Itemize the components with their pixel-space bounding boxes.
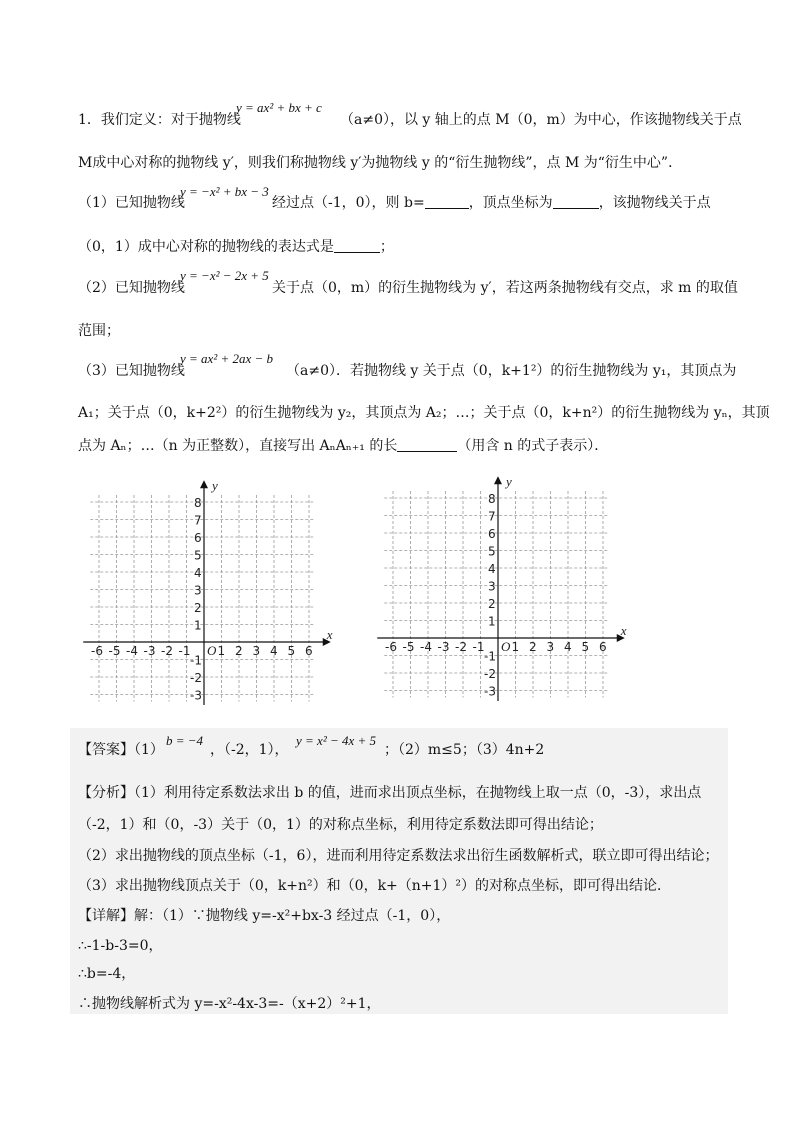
x-tick-label: 2: [529, 640, 537, 654]
x-tick-label: -3: [143, 644, 156, 658]
x-tick-label: 5: [287, 644, 296, 658]
answer-line-c: ；（2）m≤5；（3）4n+2: [384, 742, 545, 758]
question-1-line-2: [78, 238, 394, 256]
y-tick-label: -2: [484, 667, 496, 681]
y-tick-label: -1: [484, 649, 496, 664]
y-tick-label: 7: [194, 513, 202, 528]
x-tick-label: -6: [91, 644, 103, 658]
x-tick-label: 3: [252, 644, 261, 658]
coordinate-grid-right: [370, 470, 630, 710]
question-2-line: [78, 279, 185, 297]
x-tick-label: -5: [402, 640, 415, 654]
y-tick-label: 5: [194, 548, 202, 563]
q3-text-e: （用含 n 的式子表示）．: [457, 438, 609, 454]
q1-text-e: （0，1）成中心对称的抛物线的表达式是: [78, 239, 334, 255]
x-tick-label: -5: [108, 644, 121, 658]
q3-text-d: 点为 Aₙ；…（n 为正整数），直接写出 AₙAₙ₊₁ 的长: [78, 438, 398, 454]
answer-line: [78, 741, 164, 759]
blank-b-value[interactable]: [425, 194, 469, 209]
x-axis-label: x: [620, 623, 627, 638]
x-tick-label: -4: [420, 640, 432, 654]
x-tick-label: 4: [564, 640, 572, 654]
equation-q2: y = −x² − 2x + 5: [180, 268, 269, 283]
x-tick-label: 6: [599, 640, 607, 654]
x-tick-label: -4: [126, 644, 138, 658]
y-tick-label: -1: [190, 653, 202, 668]
equation-general-parabola: y = ax² + bx + c: [236, 100, 322, 115]
x-tick-label: 4: [270, 644, 278, 658]
analysis-line-3: （2）求出抛物线的顶点坐标（-1，6），进而利用待定系数法求出衍生函数解析式，联立即可得出结论；: [78, 848, 719, 864]
y-tick-label: 8: [488, 492, 496, 506]
y-tick-label: -2: [190, 671, 202, 685]
question-3-line: [78, 362, 185, 380]
y-tick-label: -3: [484, 684, 496, 699]
origin-label: O: [501, 639, 511, 654]
x-tick-label: -2: [455, 640, 467, 654]
question-3-line-2: A₁；关于点（0，k+2²）的衍生抛物线为 y₂，其顶点为 A₂；…；关于点（0，k+n²）的衍生抛物线为 yₙ，其顶: [78, 405, 770, 421]
x-tick-label: 3: [546, 640, 555, 654]
analysis-line-2: （-2，1）和（0，-3）关于（0，1）的对称点坐标，利用待定系数法即可得出结论；: [78, 817, 603, 833]
q1-label: （1）已知抛物线: [78, 195, 185, 211]
answer-panel: [70, 728, 728, 1014]
blank-expression[interactable]: [334, 238, 380, 253]
y-tick-label: 8: [194, 496, 202, 510]
answer-label: 【答案】（1）: [78, 742, 164, 758]
y-tick-label: 7: [488, 509, 496, 524]
equation-q1: y = −x² + bx − 3: [180, 184, 269, 199]
y-tick-label: 2: [488, 597, 496, 611]
analysis-line-1: 【分析】（1）利用待定系数法求出 b 的值，进而求出顶点坐标，在抛物线上取一点（0，-3），求出点: [78, 785, 702, 801]
q1-text-c: ，顶点坐标为: [468, 195, 553, 211]
y-tick-label: 1: [194, 618, 202, 633]
blank-vertex[interactable]: [553, 194, 599, 209]
blank-length[interactable]: [397, 437, 457, 452]
x-axis-label: x: [326, 627, 333, 642]
y-axis-label: y: [212, 477, 218, 493]
y-tick-label: 4: [194, 566, 202, 580]
y-axis-label: y: [506, 473, 512, 489]
y-tick-label: -3: [190, 688, 202, 703]
problem-line-1: [78, 111, 241, 129]
q1-text-f: ；: [379, 239, 394, 255]
x-tick-label: -2: [161, 644, 173, 658]
y-tick-label: 3: [194, 583, 202, 598]
y-tick-label: 6: [488, 527, 496, 541]
answer-line-b: ，（-2，1），: [210, 742, 289, 758]
x-tick-label: -3: [437, 640, 450, 654]
y-tick-label: 6: [194, 531, 202, 545]
analysis-line-4: （3）求出抛物线顶点关于（0，k+n²）和（0，k+（n+1）²）的对称点坐标，即可得出结论．: [78, 878, 672, 894]
equation-q3: y = ax² + 2ax − b: [180, 351, 274, 366]
detail-line-2: ∴-1-b-3=0，: [78, 938, 163, 954]
question-2-line-b: 关于点（0，m）的衍生抛物线为 y′，若这两条抛物线有交点，求 m 的取值: [272, 280, 738, 296]
y-tick-label: 3: [488, 579, 496, 594]
x-tick-label: -1: [472, 640, 485, 654]
answer-eq-parabola: y = x² − 4x + 5: [296, 733, 377, 748]
x-tick-label: 2: [235, 644, 243, 658]
y-tick-label: 5: [488, 544, 496, 559]
question-1-line-b: [272, 194, 711, 212]
question-2-line-2: 范围；: [78, 323, 120, 339]
x-tick-label: 5: [581, 640, 590, 654]
y-axis-arrow: [200, 480, 208, 488]
question-3-line-3: [78, 437, 608, 455]
question-1-line: [78, 194, 185, 212]
q2-label: （2）已知抛物线: [78, 280, 185, 296]
detail-line-1: 【详解】解：（1）∵抛物线 y=-x²+bx-3 经过点（-1，0），: [78, 908, 451, 924]
q1-text-b: 经过点（-1，0），则 b=: [272, 195, 425, 211]
y-axis-arrow: [494, 476, 502, 484]
problem-line-1b: （a≠0），以 y 轴上的点 M（0，m）为中心，作该抛物线关于点: [340, 112, 742, 128]
x-tick-label: 6: [305, 644, 313, 658]
x-tick-label: -6: [385, 640, 397, 654]
answer-eq-b: b = −4: [166, 733, 204, 748]
problem-intro: 1．我们定义：对于抛物线: [78, 112, 241, 128]
origin-label: O: [207, 643, 217, 658]
problem-line-2: M成中心对称的抛物线 y′，则我们称抛物线 y′为抛物线 y 的“衍生抛物线”，点 M 为“衍生中心”．: [78, 155, 683, 171]
detail-line-4: ∴抛物线解析式为 y=-x²-4x-3=-（x+2）²+1，: [78, 996, 381, 1012]
q3-label: （3）已知抛物线: [78, 363, 185, 379]
question-3-line-b: （a≠0）．若抛物线 y 关于点（0，k+1²）的衍生抛物线为 y₁，其顶点为: [286, 363, 737, 379]
y-tick-label: 2: [194, 601, 202, 615]
detail-line-3: ∴b=-4，: [78, 966, 136, 982]
x-tick-label: -1: [178, 644, 191, 658]
x-tick-label: 1: [217, 644, 226, 658]
y-tick-label: 1: [488, 614, 496, 629]
x-tick-label: 1: [511, 640, 520, 654]
y-tick-label: 4: [488, 562, 496, 576]
q1-text-d: ，该抛物线关于点: [598, 195, 711, 211]
coordinate-grid-left: [76, 474, 336, 714]
